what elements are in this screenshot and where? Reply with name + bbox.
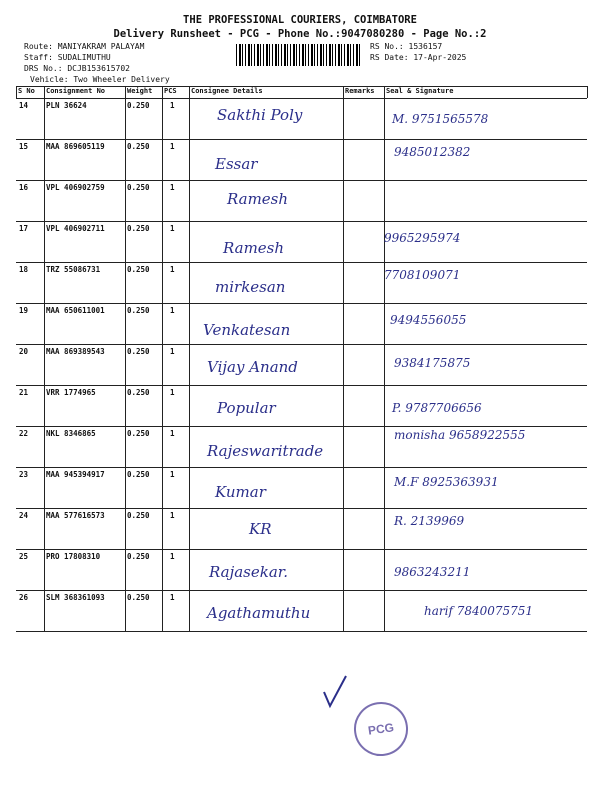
consignment-number: MAA 869605119 bbox=[46, 142, 105, 151]
pieces-count: 1 bbox=[170, 593, 175, 602]
weight-value: 0.250 bbox=[127, 142, 150, 151]
consignee-name: Rajasekar. bbox=[209, 563, 289, 581]
consignment-number: MAA 945394917 bbox=[46, 470, 105, 479]
table-column-rule bbox=[587, 86, 588, 98]
drs-label: DRS No.: DCJB153615702 bbox=[24, 64, 130, 73]
consignment-number: PLN 36624 bbox=[46, 101, 87, 110]
signature: R. 2139969 bbox=[394, 514, 465, 528]
vehicle-label: Vehicle: Two Wheeler Delivery bbox=[30, 75, 170, 84]
pieces-count: 1 bbox=[170, 347, 175, 356]
weight-header: Weight bbox=[127, 87, 153, 95]
signature: 9494556055 bbox=[390, 313, 467, 327]
signature: M.F 8925363931 bbox=[394, 475, 499, 489]
consignee-name: Rajeswaritrade bbox=[207, 442, 324, 460]
serial-number: 19 bbox=[19, 306, 29, 315]
pcs-header: PCS bbox=[164, 87, 177, 95]
weight-value: 0.250 bbox=[127, 388, 150, 397]
pieces-count: 1 bbox=[170, 429, 175, 438]
table-row bbox=[16, 385, 587, 426]
signature: 9485012382 bbox=[394, 145, 471, 159]
table-row bbox=[16, 426, 587, 467]
barcode bbox=[236, 44, 362, 66]
staff-label: Staff: SUDALIMUTHU bbox=[24, 53, 111, 62]
weight-value: 0.250 bbox=[127, 511, 150, 520]
weight-value: 0.250 bbox=[127, 347, 150, 356]
consignee-name: Vijay Anand bbox=[207, 358, 298, 376]
signature: 9384175875 bbox=[394, 356, 471, 370]
table-top-rule bbox=[16, 86, 587, 87]
table-row bbox=[16, 467, 587, 508]
table-row bbox=[16, 98, 587, 139]
signature: P. 9787706656 bbox=[392, 401, 482, 415]
consignee-name: Venkatesan bbox=[203, 321, 291, 339]
pieces-count: 1 bbox=[170, 511, 175, 520]
pieces-count: 1 bbox=[170, 142, 175, 151]
page-subtitle: Delivery Runsheet - PCG - Phone No.:9047080280 - Page No.:2 bbox=[113, 28, 487, 40]
pieces-count: 1 bbox=[170, 388, 175, 397]
weight-value: 0.250 bbox=[127, 183, 150, 192]
table-row bbox=[16, 139, 587, 180]
signature: 7708109071 bbox=[384, 268, 461, 282]
signature: monisha 9658922555 bbox=[394, 428, 526, 442]
pieces-count: 1 bbox=[170, 265, 175, 274]
consignment-number: TRZ 55086731 bbox=[46, 265, 101, 274]
serial-number: 24 bbox=[19, 511, 29, 520]
table-row bbox=[16, 549, 587, 590]
consignment-header: Consignment No bbox=[46, 87, 106, 95]
weight-value: 0.250 bbox=[127, 429, 150, 438]
table-row bbox=[16, 221, 587, 262]
consignment-number: SLM 368361093 bbox=[46, 593, 105, 602]
serial-number: 15 bbox=[19, 142, 29, 151]
table-row-rule bbox=[16, 631, 587, 632]
consignee-name: Ramesh bbox=[223, 239, 285, 257]
pieces-count: 1 bbox=[170, 101, 175, 110]
consignee-name: Kumar bbox=[215, 483, 266, 501]
signature: 9863243211 bbox=[394, 565, 471, 579]
pieces-count: 1 bbox=[170, 306, 175, 315]
serial-number: 17 bbox=[19, 224, 29, 233]
table-row bbox=[16, 344, 587, 385]
pieces-count: 1 bbox=[170, 552, 175, 561]
serial-number: 23 bbox=[19, 470, 29, 479]
weight-value: 0.250 bbox=[127, 470, 150, 479]
consignment-number: VPL 406902711 bbox=[46, 224, 105, 233]
weight-value: 0.250 bbox=[127, 593, 150, 602]
consignee-name: KR bbox=[249, 520, 272, 538]
serial-number: 25 bbox=[19, 552, 29, 561]
route-label: Route: MANIYAKRAM PALAYAM bbox=[24, 42, 145, 51]
serial-number: 14 bbox=[19, 101, 29, 110]
weight-value: 0.250 bbox=[127, 552, 150, 561]
rs-number: RS No.: 1536157 bbox=[370, 42, 443, 51]
weight-value: 0.250 bbox=[127, 306, 150, 315]
consignee-header: Consignee Details bbox=[191, 87, 263, 95]
consignment-number: MAA 577616573 bbox=[46, 511, 105, 520]
consignee-name: Sakthi Poly bbox=[217, 106, 303, 124]
serial-number: 16 bbox=[19, 183, 29, 192]
serial-number: 26 bbox=[19, 593, 29, 602]
consignee-name: Popular bbox=[217, 399, 276, 417]
table-row bbox=[16, 508, 587, 549]
table-row bbox=[16, 180, 587, 221]
consignment-number: PRO 17808310 bbox=[46, 552, 101, 561]
serial-number: 18 bbox=[19, 265, 29, 274]
table-row bbox=[16, 303, 587, 344]
pcg-stamp: PCG bbox=[351, 699, 412, 760]
signature: harif 7840075751 bbox=[424, 604, 534, 618]
signature: 9965295974 bbox=[384, 231, 461, 245]
weight-value: 0.250 bbox=[127, 101, 150, 110]
signature: M. 9751565578 bbox=[392, 112, 489, 126]
table-row bbox=[16, 262, 587, 303]
pieces-count: 1 bbox=[170, 470, 175, 479]
tick-mark-icon bbox=[316, 672, 356, 712]
consignment-number: MAA 869389543 bbox=[46, 347, 105, 356]
remarks-header: Remarks bbox=[345, 87, 375, 95]
consignee-name: mirkesan bbox=[215, 278, 286, 296]
consignment-number: VPL 406902759 bbox=[46, 183, 105, 192]
table-row bbox=[16, 590, 587, 631]
seal-signature-header: Seal & Signature bbox=[386, 87, 454, 95]
table-column-rule bbox=[16, 86, 17, 98]
pieces-count: 1 bbox=[170, 183, 175, 192]
weight-value: 0.250 bbox=[127, 265, 150, 274]
consignee-name: Agathamuthu bbox=[207, 604, 311, 622]
consignee-name: Ramesh bbox=[227, 190, 289, 208]
consignment-number: VRR 1774965 bbox=[46, 388, 96, 397]
sno-header: S No bbox=[18, 87, 35, 95]
serial-number: 22 bbox=[19, 429, 29, 438]
consignee-name: Essar bbox=[215, 155, 258, 173]
consignment-number: NKL 8346865 bbox=[46, 429, 96, 438]
pieces-count: 1 bbox=[170, 224, 175, 233]
serial-number: 20 bbox=[19, 347, 29, 356]
serial-number: 21 bbox=[19, 388, 29, 397]
weight-value: 0.250 bbox=[127, 224, 150, 233]
consignment-number: MAA 650611001 bbox=[46, 306, 105, 315]
rs-date: RS Date: 17-Apr-2025 bbox=[370, 53, 467, 62]
page-title: THE PROFESSIONAL COURIERS, COIMBATORE bbox=[183, 14, 417, 26]
